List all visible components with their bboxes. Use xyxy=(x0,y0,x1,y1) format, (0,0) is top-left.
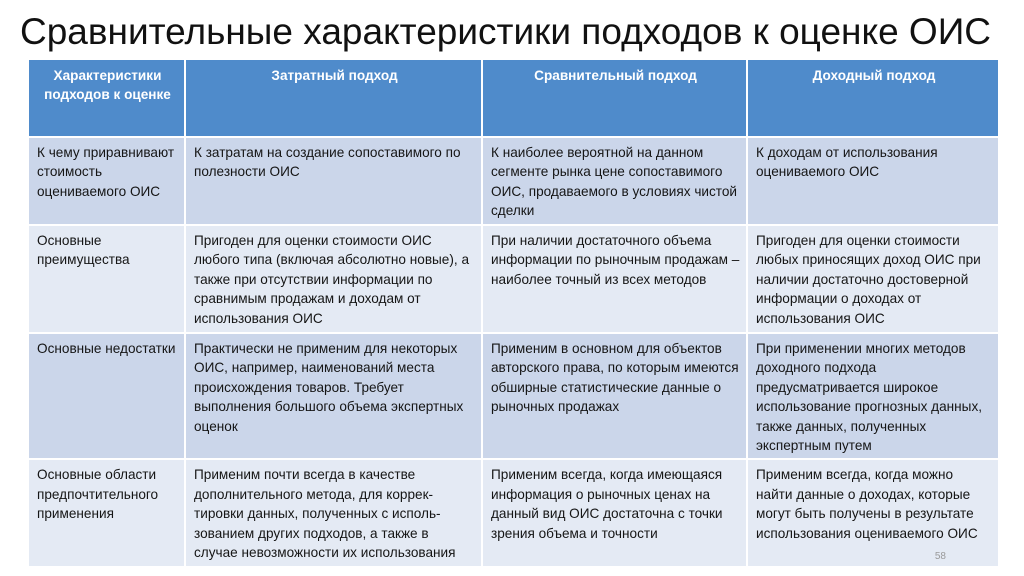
slide-number: 58 xyxy=(934,551,946,562)
header-income-approach: Доходный подход xyxy=(747,59,999,137)
table-header-row xyxy=(28,59,999,137)
table-row xyxy=(28,459,999,567)
cell-income: При применении многих методов доходного подхода предусматривается широкое использование прогнозных данных, также данных, полученных экспертным путем xyxy=(747,333,999,459)
cell-comparative: Применим в основном для объектов авторского права, по которым имеются обширные статистические данные о рыночных продажах xyxy=(482,333,747,459)
table-row xyxy=(28,225,999,333)
row-label: Основные преимущества xyxy=(28,225,185,333)
header-cost-approach: Затратный подход xyxy=(185,59,482,137)
cell-cost: Применим почти всегда в качестве дополнительного метода, для коррек-тировки данных, полученных с исполь-зованием других подходов, а также в случае невозможности их использования xyxy=(185,459,482,567)
cell-cost: К затратам на создание сопоставимого по полезности ОИС xyxy=(185,137,482,225)
cell-comparative: К наиболее вероятной на данном сегменте рынка цене сопоставимого ОИС, продаваемого в условиях чистой сделки xyxy=(482,137,747,225)
cell-cost: Практически не применим для некоторых ОИС, например, наименований места происхождения товаров. Требует выполнения большого объема экспертных оценок xyxy=(185,333,482,459)
cell-comparative: Применим всегда, когда имеющаяся информация о рыночных ценах на данный вид ОИС достаточна с точки зрения объема и точности xyxy=(482,459,747,567)
cell-comparative: При наличии достаточного объема информации по рыночным продажам – наиболее точный из всех методов xyxy=(482,225,747,333)
cell-income: Применим всегда, когда можно найти данные о доходах, которые могут быть получены в результате использования оцениваемого ОИС xyxy=(747,459,999,567)
table-row xyxy=(28,333,999,459)
cell-income: К доходам от использования оцениваемого ОИС xyxy=(747,137,999,225)
row-label: Основные недостатки xyxy=(28,333,185,459)
row-label: К чему приравнивают стоимость оцениваемого ОИС xyxy=(28,137,185,225)
row-label: Основные области предпочтительного применения xyxy=(28,459,185,567)
table-row xyxy=(28,137,999,225)
header-characteristics: Характеристики подходов к оценке xyxy=(28,59,185,137)
cell-income: Пригоден для оценки стоимости любых приносящих доход ОИС при наличии достаточно достоверной информации о доходах от использования ОИС xyxy=(747,225,999,333)
comparison-table xyxy=(27,58,1000,568)
cell-cost: Пригоден для оценки стоимости ОИС любого типа (включая абсолютно новые), а также при отсутствии информации по сравнимым продажам и доходам от использования ОИС xyxy=(185,225,482,333)
slide-title: Сравнительные характеристики подходов к оценке ОИС xyxy=(20,11,992,52)
header-comparative-approach: Сравнительный подход xyxy=(482,59,747,137)
